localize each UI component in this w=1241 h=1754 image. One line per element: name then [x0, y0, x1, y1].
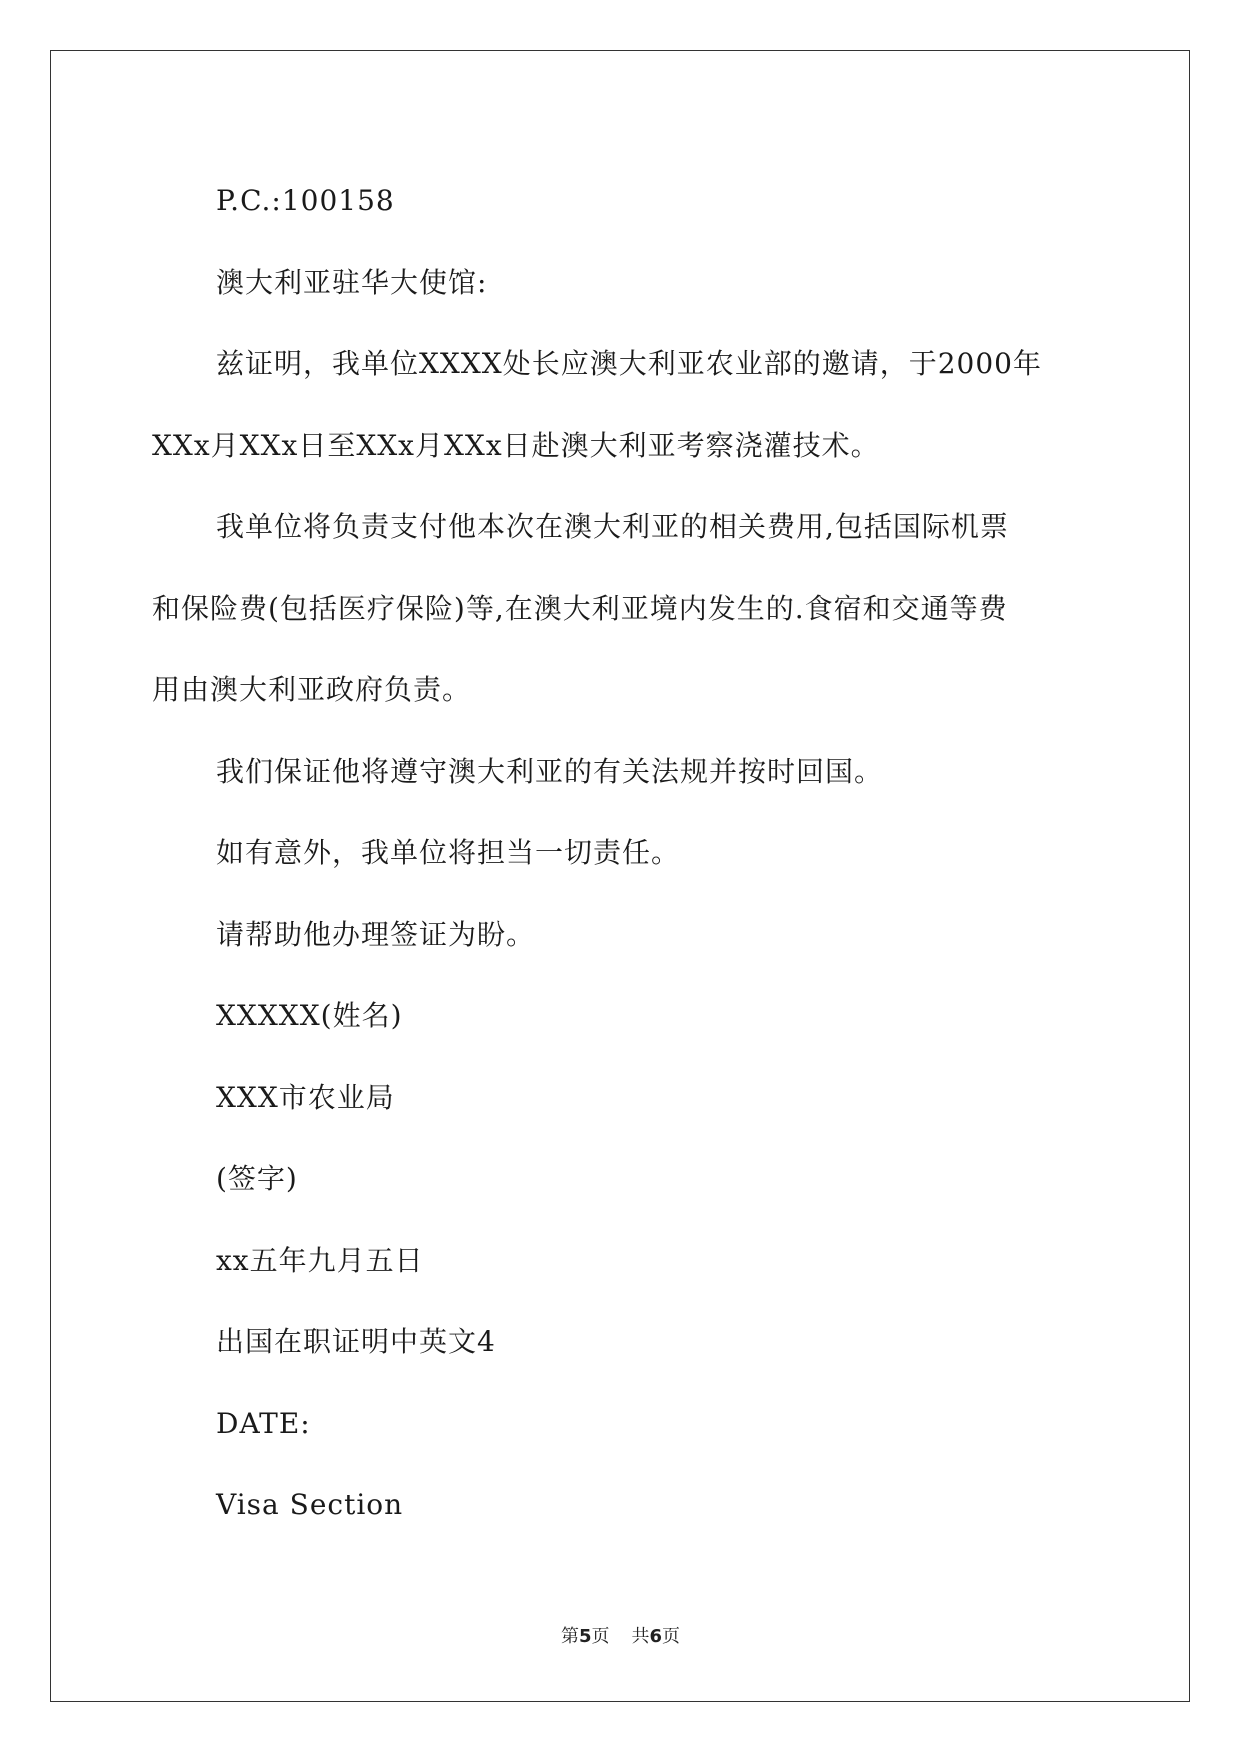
paragraph-line: 我单位将负责支付他本次在澳大利亚的相关费用,包括国际机票: [216, 510, 1009, 543]
page-prefix: 第: [560, 1626, 579, 1647]
letter-body: [152, 160, 1092, 1546]
signer-name-line: XXXXX(姓名): [216, 999, 403, 1032]
paragraph-line: 兹证明，我单位XXXX处长应澳大利亚农业部的邀请，于2000年: [216, 347, 1042, 380]
postal-code-line: P.C.:100158: [216, 184, 395, 217]
paragraph-line: XXx月XXx日至XXx月XXx日赴澳大利亚考察浇灌技术。: [152, 428, 880, 462]
salutation-line: 澳大利亚驻华大使馆:: [216, 265, 488, 299]
page-number: 5: [578, 1626, 592, 1647]
signature-line: (签字): [216, 1162, 298, 1195]
paragraph-line: 和保险费(包括医疗保险)等,在澳大利亚境内发生的.食宿和交通等费: [152, 591, 1008, 625]
total-pages: 6: [649, 1626, 663, 1647]
total-suffix: 页: [662, 1626, 681, 1647]
paragraph-line: 用由澳大利亚政府负责。: [152, 673, 472, 706]
page-suffix: 页: [591, 1626, 610, 1647]
paragraph-line: 请帮助他办理签证为盼。: [216, 917, 536, 951]
total-prefix: 共: [631, 1626, 650, 1647]
organization-line: XXX市农业局: [216, 1080, 395, 1114]
page-footer: [0, 1622, 1241, 1648]
paragraph-line: 如有意外，我单位将担当一切责任。: [216, 836, 681, 869]
date-line: xx五年九月五日: [216, 1243, 424, 1277]
section-heading: 出国在职证明中英文4: [216, 1325, 496, 1358]
english-date-label: DATE:: [216, 1406, 311, 1440]
english-recipient-line: Visa Section: [216, 1488, 404, 1521]
paragraph-line: 我们保证他将遵守澳大利亚的有关法规并按时回国。: [216, 754, 884, 788]
